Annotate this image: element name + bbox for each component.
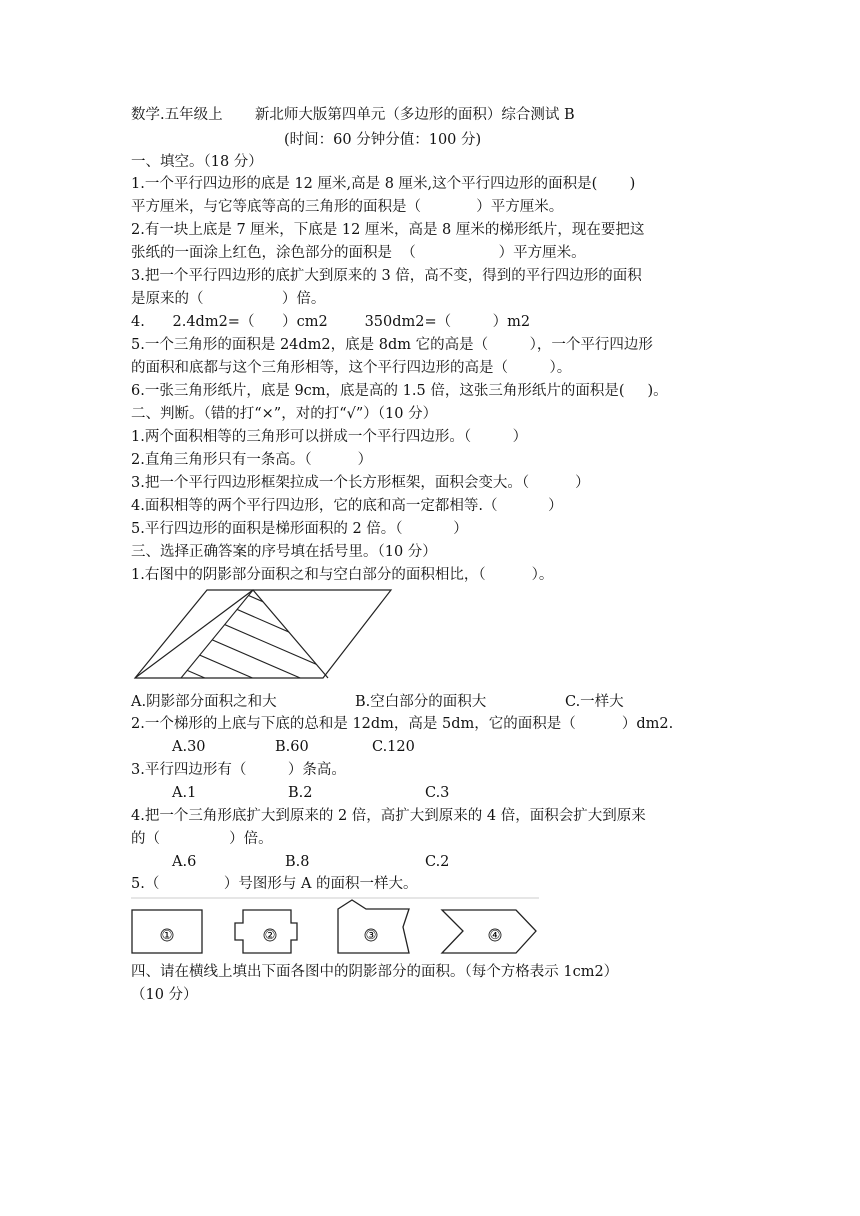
s3-q2: 2.一个梯形的上底与下底的总和是 12dm，高是 5dm，它的面积是（ ）dm2. [131,716,674,732]
exam-subtitle: (时间：60 分钟分值：100 分) [284,132,482,148]
q3-option-b[interactable]: B.2 [288,785,313,801]
section1-heading: 一、填空。（18 分） [131,154,263,170]
q1-option-a[interactable]: A.阴影部分面积之和大 [131,694,277,710]
q3-option-a[interactable]: A.1 [172,785,197,801]
section4-heading-cont: （10 分） [131,987,198,1003]
s3-q5: 5.（ ）号图形与 A 的面积一样大。 [131,876,418,892]
shape-label: ④ [489,928,501,942]
shape-label: ③ [365,928,377,942]
q1-option-b[interactable]: B.空白部分的面积大 [355,694,487,710]
parallelogram-figure [131,588,393,683]
s1-line: 平方厘米，与它等底等高的三角形的面积是（ ）平方厘米。 [131,199,564,215]
s2-line: 2.直角三角形只有一条高。（ ） [131,452,373,468]
exam-title: 数学.五年级上 新北师大版第四单元（多边形的面积）综合测试 B [131,107,575,123]
shape-2-notched [235,910,297,953]
s1-line: 的面积和底都与这个三角形相等，这个平行四边形的高是（ ）。 [131,360,572,376]
s1-line: 2.有一块上底是 7 厘米，下底是 12 厘米，高是 8 厘米的梯形纸片，现在要把这 [131,222,645,238]
s1-line: 张纸的一面涂上红色，涂色部分的面积是 （ ）平方厘米。 [131,245,586,261]
s1-line: 1.一个平行四边形的底是 12 厘米,高是 8 厘米,这个平行四边形的面积是( ) [131,176,636,192]
shape-label: ① [161,928,173,942]
s2-line: 5.平行四边形的面积是梯形面积的 2 倍。（ ） [131,521,468,537]
s3-q3: 3.平行四边形有（ ）条高。 [131,762,346,778]
q2-option-c[interactable]: C.120 [372,739,415,755]
s1-line: 6.一张三角形纸片，底是 9cm，底是高的 1.5 倍，这张三角形纸片的面积是( )。 [131,383,668,399]
s3-q4-line2: 的（ ）倍。 [131,831,273,847]
s2-line: 1.两个面积相等的三角形可以拼成一个平行四边形。（ ） [131,429,528,445]
shape-3-irregular [338,900,409,953]
q2-option-a[interactable]: A.30 [172,739,206,755]
shape-label: ② [264,928,276,942]
q3-option-c[interactable]: C.3 [425,785,450,801]
section3-heading: 三、选择正确答案的序号填在括号里。（10 分） [131,544,437,560]
s1-line: 4. 2.4dm2=（ ）cm2 350dm2=（ ）m2 [131,314,531,330]
section2-heading: 二、判断。（错的打“×”，对的打“√”）（10 分） [131,406,438,422]
q4-option-a[interactable]: A.6 [172,854,197,870]
s3-q1: 1.右图中的阴影部分面积之和与空白部分的面积相比，（ ）。 [131,567,554,583]
s2-line: 3.把一个平行四边形框架拉成一个长方形框架，面积会变大。（ ） [131,475,590,491]
q4-option-b[interactable]: B.8 [285,854,310,870]
q4-option-c[interactable]: C.2 [425,854,450,870]
s2-line: 4.面积相等的两个平行四边形，它的底和高一定都相等.（ ） [131,498,563,514]
shape-4-chevron [442,910,536,953]
q1-option-c[interactable]: C.一样大 [565,694,624,710]
s1-line: 5.一个三角形的面积是 24dm2，底是 8dm 它的高是（ ），一个平行四边形 [131,337,653,353]
shapes-row [131,897,539,957]
s1-line: 是原来的（ ）倍。 [131,291,326,307]
s1-line: 3.把一个平行四边形的底扩大到原来的 3 倍，高不变，得到的平行四边形的面积 [131,268,642,284]
section4-heading: 四、请在横线上填出下面各图中的阴影部分的面积。（每个方格表示 1cm2） [131,964,619,980]
shape-1-rectangle [132,910,202,953]
q2-option-b[interactable]: B.60 [275,739,309,755]
s3-q4-line1: 4.把一个三角形底扩大到原来的 2 倍，高扩大到原来的 4 倍，面积会扩大到原来 [131,808,646,824]
